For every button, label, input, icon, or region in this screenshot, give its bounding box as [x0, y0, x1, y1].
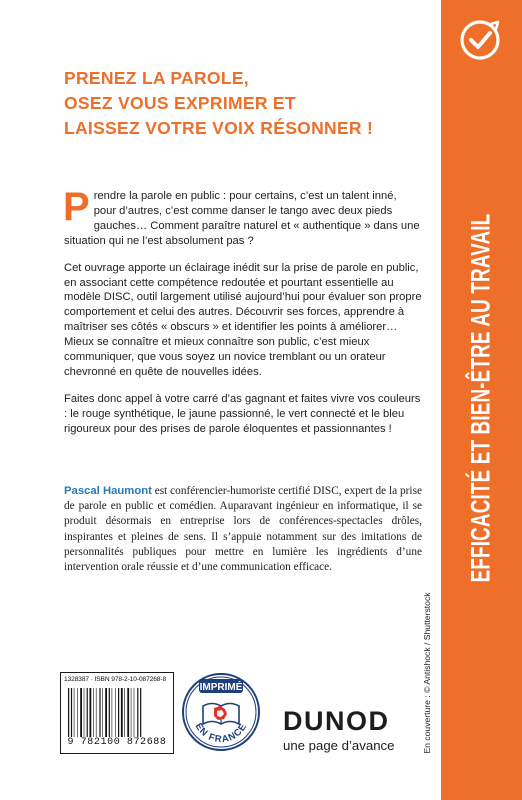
seal-top-text: IMPRIMÉ	[199, 682, 243, 693]
check-clock-icon	[458, 18, 502, 62]
barcode-bar	[137, 688, 138, 737]
barcode-bar	[96, 688, 97, 737]
barcode-bar	[74, 688, 75, 737]
barcode-bar	[118, 688, 119, 737]
intro-text: rendre la parole en public : pour certains, c’est un talent inné, pour d’autres, c’est comme danser le tango avec deux pieds gauches… Comment paraître naturel et « authentique » dans une situation qui ne l’est absolument pas ?	[64, 190, 420, 247]
headline-line: LAISSEZ VOTRE VOIX RÉSONNER !	[64, 118, 374, 138]
barcode-bar	[131, 688, 132, 737]
seal-bottom-text: EN FRANCE	[192, 721, 250, 746]
publisher-name: DUNOD	[283, 706, 390, 736]
publisher-tagline: une page d’avance	[283, 738, 395, 753]
barcode-bar	[80, 688, 82, 737]
barcode-box	[60, 672, 174, 754]
barcode-bar	[102, 688, 103, 737]
barcode-bar	[105, 688, 107, 737]
publisher-logo	[283, 706, 423, 760]
bio-text: est conférencier-humoriste certifié DISC, expert de la prise de parole en public et comédien. Auparavant ingénieur en informatique, il se produit désormais en entreprise lors de conférences-spectacles drôles, inspirantes et pleines de sens. Il s’appuie notamment sur des imitations de personnalités publiques pour mettre en lumière les ingrédients d’une intervention orale réussie et d’une communication efficace.	[64, 485, 422, 574]
barcode-number: 9 782100 872688	[67, 737, 167, 748]
barcode-bar	[127, 688, 129, 737]
cover-credit: En couverture : © Antishock / Shutterstock	[422, 592, 432, 754]
paragraph: Cet ouvrage apporte un éclairage inédit sur la prise de parole en public, en associant cette compétence redoutée et pourtant essentielle au modèle DISC, outil largement utilisé aujourd’hui pour évaluer son propre comportement et celui des autres. Découvrir ses forces, apprendre à maîtriser ses côtés « obscurs » et identifier les points à améliorer… Mieux se connaître et mieux connaître son public, c’est mieux communiquer, que vous soyez un novice tremblant ou un orateur chevronné en quête de nouvelles idées.	[64, 261, 422, 378]
barcode-bar	[134, 688, 135, 737]
barcode-bar	[99, 688, 100, 737]
collection-title: EFFICACITÉ ET BIEN-ÊTRE AU TRAVAIL	[465, 213, 496, 583]
headline-line: PRENEZ LA PAROLE,	[64, 68, 249, 88]
barcode-bar	[140, 688, 141, 737]
barcode-bar	[109, 688, 110, 737]
author-bio	[64, 484, 422, 575]
barcode-bar	[68, 688, 69, 737]
barcode-bar	[124, 688, 125, 737]
summary	[63, 185, 422, 449]
barcode-bar	[93, 688, 94, 737]
barcode-bar	[71, 688, 72, 737]
barcode-bar	[115, 688, 116, 737]
intro-paragraph	[63, 185, 422, 249]
paragraph: Faites donc appel à votre carré d’as gagnant et faites vivre vos couleurs : le rouge synthétique, le jaune passionné, le vert connecté et le bleu rigoureux pour des prises de parole éloquentes et passionnantes !	[64, 392, 421, 435]
barcode-bar	[121, 688, 123, 737]
barcode-bar	[112, 688, 113, 737]
imprime-en-france-seal	[181, 672, 261, 752]
headline-line: OSEZ VOUS EXPRIMER ET	[64, 93, 296, 113]
barcode-bar	[90, 688, 92, 737]
drop-cap: P	[63, 185, 90, 229]
author-name: Pascal Haumont	[64, 485, 152, 497]
isbn-line: 1328387 · ISBN 978-2-10-087268-8	[64, 676, 167, 683]
headline	[64, 66, 424, 141]
barcode-bar	[77, 688, 78, 737]
barcode	[67, 688, 167, 737]
barcode-bar	[87, 688, 88, 737]
barcode-bar	[84, 688, 85, 737]
